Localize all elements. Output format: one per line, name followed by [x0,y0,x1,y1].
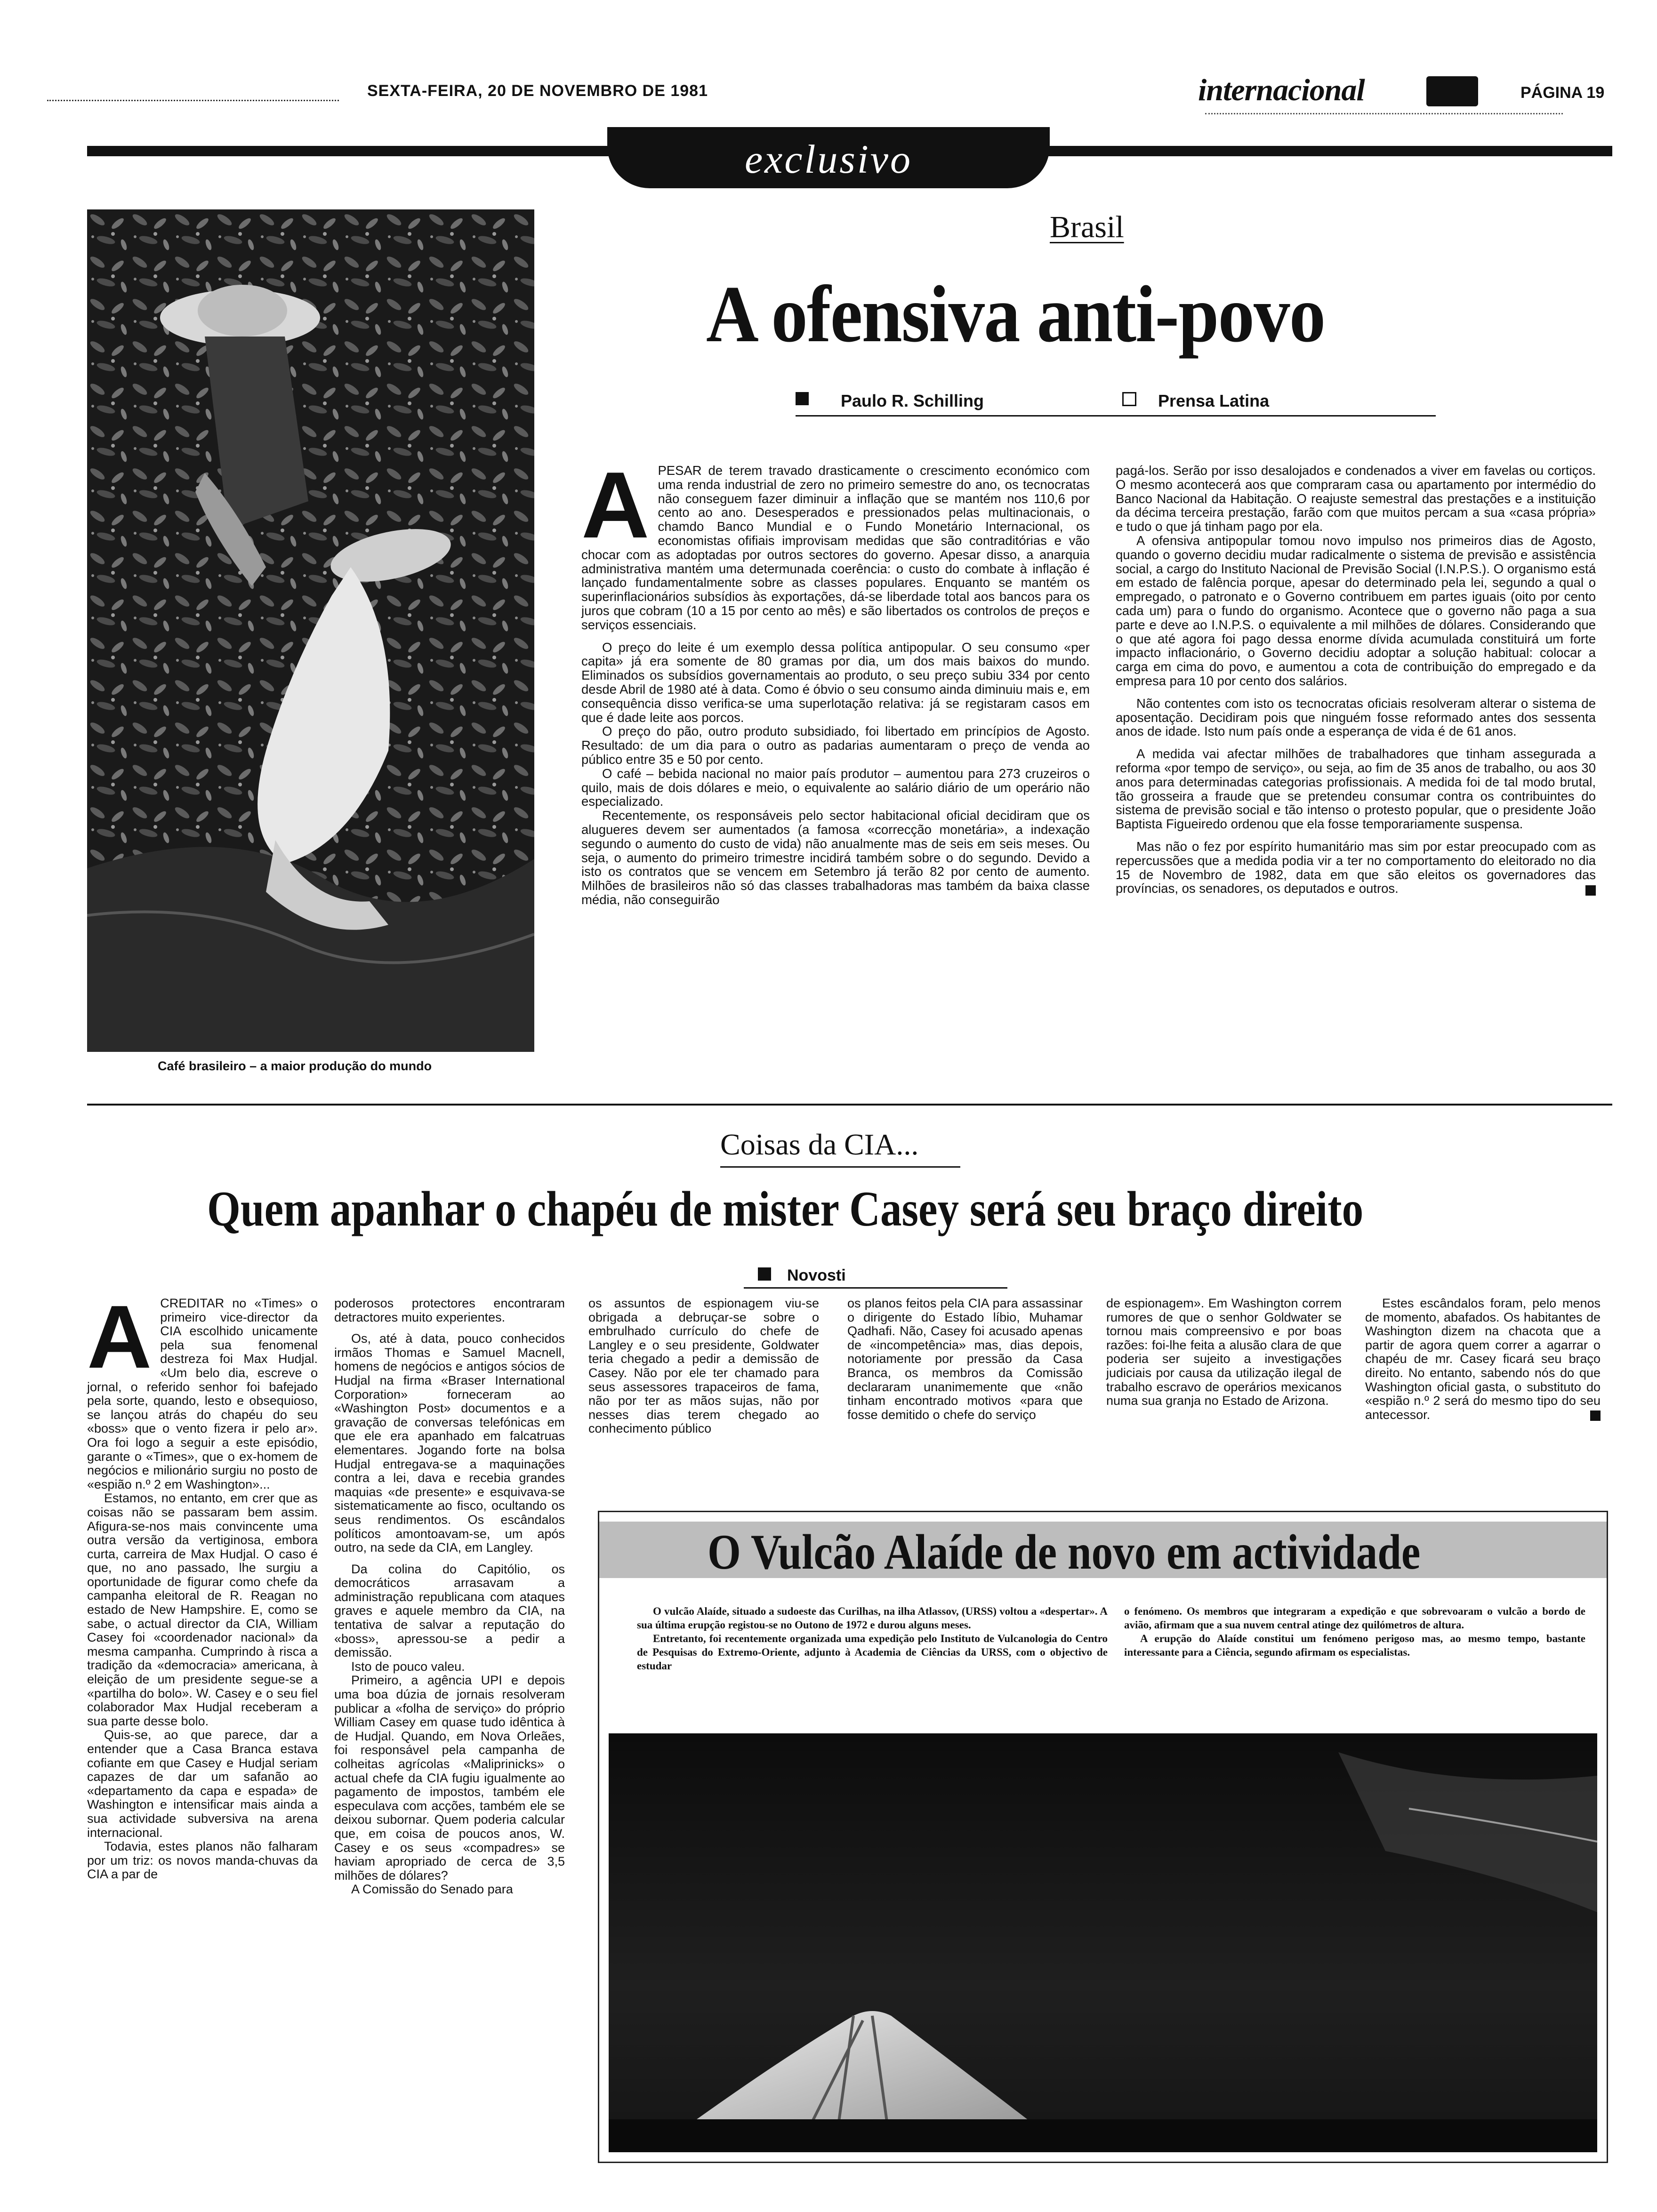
paragraph: PESAR de terem travado drasticamente o crescimento económico com uma renda industrial de zero no primeiro semestre do ano, os tecnocratas não conseguem fazer diminuir a inflação que se mantém nos 110,6 por cento ao ano. Desesperados e pressionados pelas multinacionais, o chamdo Banco Mundial e o Fundo Monetário Internacional, os economistas ofifiais improvisam medidas que são contraditórias e vão chocar com as adoptadas por outros sectores do governo. Apesar disso, a anarquia administrativa mantém uma determunada coerência: o custo do combate à inflação é lançado fundamentalmente sobre as classes populares. Enquanto se mantém os superinflacionários subsídios às exportações, dá-se liberdade total aos bancos para os juros que cobram (10 a 15 por cento ao mês) e são libertados os controlos de preços e serviços essenciais. [581,463,1090,632]
page-number: PÁGINA 19 [1520,84,1605,102]
article2-title: Quem apanhar o chapéu de mister Casey será seu braço direito [207,1181,1364,1236]
byline-agency: Novosti [787,1266,846,1284]
paragraph: o fenómeno. Os membros que integraram a expedição e que sobrevoaram o vulcão a bordo de avião, afirmam que a sua nuvem central atinge dez quilómetros de altura. [1124,1605,1585,1631]
article1-byline [796,388,1436,417]
article2-col3 [588,1297,819,1436]
byline-filled-square [758,1267,771,1281]
paragraph: Mas não o fez por espírito humanitário mas sim por estar preocupado com as repercussões que a medida podia vir a ter no comportamento do eleitorado no dia 15 de Novembro de 1982, data em que são eleitos os governadores das províncias, os senadores, os deputados e outros. [1116,839,1596,896]
section-divider [87,1104,1612,1106]
byline-empty-square [1122,392,1136,406]
paragraph: O vulcão Alaíde, situado a sudoeste das Curilhas, na ilha Atlassov, (URSS) voltou a «despertar». A sua última erupção registou-se no Outono de 1972 e durou alguns meses. [637,1605,1108,1631]
section-badge [1426,76,1478,106]
paragraph: A erupção do Alaíde constitui um fenómeno perigoso mas, ao mesmo tempo, bastante interessante para a Ciência, segundo afirmam os especialistas. [1124,1633,1585,1658]
article1-col2 [1116,464,1596,896]
paragraph: de espionagem». Em Washington correm rumores de que o senhor Goldwater se tornou mais compreensivo e por boas razões: foi-lhe feita a alusão clara de que poderia ser sujeito a investigações judiciais por causa da utilização ilegal de trabalho escravo de operários mexicanos numa sua granja no Estado de Arizona. [1106,1296,1342,1408]
byline-rule [796,415,1436,417]
section-name: internacional [1198,73,1365,107]
coffee-photo [87,209,534,1052]
header-dotted-line [47,100,339,101]
paragraph: Entretanto, foi recentemente organizada uma expedição pelo Instituto de Vulcanologia do Centro de Pesquisas do Extremo-Oriente, adjunto à Academia de Ciências da URSS, com o objectivo de estudar [637,1633,1108,1672]
volcano-col1 [637,1604,1108,1673]
page-header [0,73,1657,107]
paragraph: O café – bebida nacional no maior país produtor – aumentou para 273 cruzeiros o quilo, mais de dois dólares e meio, o equivalente ao salário diário de um operário não especializado. [581,766,1090,809]
header-dotted-line-right [1205,113,1563,114]
volcano-photo [609,1733,1597,2152]
byline-rule [744,1287,1007,1289]
article1-col1 [581,453,1090,907]
paragraph: os planos feitos pela CIA para assassinar o dirigente do Estado líbio, Muhamar Qadhafi. Não, Casey foi acusado apenas de «incompetência» mas, dias depois, notoriamente por pressão da Casa Branca, os membros da Comissão declararam unanimemente que «não tinham encontrado motivos «para que fosse demitido o chefe do serviço [847,1296,1083,1422]
article1-title: A ofensiva anti-povo [706,270,1325,359]
volcano-title: O Vulcão Alaíde de novo em actividade [708,1524,1421,1579]
byline-agency: Prensa Latina [1158,391,1270,410]
photo-caption: Café brasileiro – a maior produção do mundo [158,1059,432,1073]
article2-col4 [847,1297,1083,1422]
header-date: SEXTA-FEIRA, 20 DE NOVEMBRO DE 1981 [367,82,708,100]
kicker-underline [720,1166,960,1168]
paragraph: A ofensiva antipopular tomou novo impulso nos primeiros dias de Agosto, quando o governo decidiu mudar radicalmente o sistema de previsão e assistência social, a cargo do Instituto Nacional de Previsão Social (I.N.P.S.). O organismo está em estado de falência porque, apesar do determinado pela lei, segundo a qual o empregado, o patronato e o Governo contribuem em partes iguais (oito por cento cada um) para o fundo do organismo. Acontece que o governo não paga a sua parte e deve ao I.N.P.S. o equivalente a mil milhões de dólares. Considerando que o que até agora foi pago dessa enorme dívida acumulada constituirá um forte impacto inflacionário, o Governo decidiu adoptar a solução habitual: colocar a carga em cima do povo, e aumentou a cota de contribuição do empregado e da empresa para 10 por cento dos salários. [1116,533,1596,688]
article2-dropcap: A [87,1287,152,1387]
exclusivo-label: exclusivo [745,136,912,182]
article2-col6 [1365,1297,1601,1422]
article2-col5 [1106,1297,1342,1408]
paragraph: O preço do pão, outro produto subsidiado, foi libertado em princípios de Agosto. Resultado: de um dia para o outro as padarias aumentaram o preço de venda ao público entre 35 e 50 por cento. [581,724,1090,767]
paragraph: CREDITAR no «Times» o primeiro vice-director da CIA escolhido unicamente pela sua fenomenal destreza foi Max Hudjal. «Um belo dia, escreve o jornal, o referido senhor foi bafejado pela sorte, quando, lesto e obsequioso, se lançou atrás do chapéu do seu «boss» que o vento fizera ir pelo ar». Ora foi logo a seguir a este episódio, garante o «Times», que o ex-homem de negócios e milionário surgiu no posto de «espião n.º 2 em Washington»... [87,1296,318,1491]
paragraph: Não contentes com isto os tecnocratas oficiais resolveram alterar o sistema de aposentação. Decidiram pois que ninguém fosse reformado antes dos sessenta anos de idade. Isto num país onde a esperança de vida é de 61 anos. [1116,696,1596,739]
byline-author: Paulo R. Schilling [841,391,984,410]
volcano-col2 [1124,1604,1585,1659]
coffee-harvest-image [87,209,534,1052]
paragraph: Estes escândalos foram, pelo menos de momento, abafados. Os habitantes de Washington dizem na chacota que a partir de agora quem correr a agarrar o chapéu de mr. Casey ficará seu braço direito. No entanto, sabendo nós do que Washington oficial gasta, o substituto do «espião n.º 2 será do mesmo tipo do seu antecessor. [1365,1296,1601,1422]
paragraph: Primeiro, a agência UPI e depois uma boa dúzia de jornais resolveram publicar a «folha de serviço» do próprio William Casey em quase tudo idêntica à de Hudjal. Quando, em Nova Orleães, foi responsável pela campanha de colheitas agrícolas «Maliprinicks» o actual chefe da CIA fugiu igualmente ao pagamento de impostos, também ele especulava com acções, também ele se deixou subornar. Quem poderia calcular que, em coisa de poucos anos, W. Casey e os seus «compadres» se haviam apropriado de cerca de 3,5 milhões de dólares? [334,1673,565,1883]
article2-byline [744,1264,1007,1288]
paragraph: Quis-se, ao que parece, dar a entender que a Casa Branca estava cofiante em que Casey e Hudjal seriam capazes de dar um safanão ao «departamento da capa e espada» de Washington e intensificar mais ainda a sua actividade subversiva na arena internacional. [87,1728,318,1840]
article1-dropcap: A [581,453,650,558]
paragraph: Estamos, no entanto, em crer que as coisas não se passaram bem assim. Afigura-se-nos mais convincente uma outra versão da vertiginosa, embora curta, carreira de Max Hudjal. O caso é que, no ano passado, lhe surgiu a oportunidade de figurar como chefe da campanha eleitoral de R. Reagan no estado de New Hampshire. E, como se sabe, o actual director da CIA, William Casey foi «coordenador nacional» da mesma campanha. Cumprindo à risca a tradição da «democracia» americana, à eleição de um presidente segue-se a «partilha do bolo». W. Casey e o seu fiel colaborador Max Hudjal receberam a sua parte desse bolo. [87,1491,318,1728]
paragraph: Os, até à data, pouco conhecidos irmãos Thomas e Samuel Macnell, homens de negócios e antigos sócios de Hudjal na firma «Braser International Corporation» forneceram ao «Washington Post» documentos e a gravação de conversas telefónicas em que ele era apanhado em falcatruas elementares. Jogando forte na bolsa Hudjal entregava-se a maquinações contra a lei, dava e recebia grandes maquias «de presente» e esquivava-se sistematicamente ao fisco, ocultando os seus rendimentos. Os escândalos políticos amontoavam-se, um após outro, na sede da CIA, em Langley. [334,1331,565,1555]
paragraph: pagá-los. Serão por isso desalojados e condenados a viver em favelas ou cortiços. O mesmo acontecerá aos que compraram casa ou apartamento por intermédio do Banco Nacional da Habitação. O reajuste semestral das prestações e a instituição da décima terceira prestação, farão com que muitos percam a sua «casa própria» e tudo o que já tinham pago por ela. [1116,463,1596,534]
article2-col1 [87,1287,318,1882]
byline-filled-square [796,392,809,405]
paragraph: Da colina do Capitólio, os democráticos arrasavam a administração republicana com ataques graves e aquele membro da CIA, na tentativa de salvar a reputação do «boss», apressou-se a pedir a demissão. [334,1562,565,1660]
paragraph: os assuntos de espionagem viu-se obrigada a debruçar-se sobre o embrulhado currículo do chefe de Langley e o seu presidente, Goldwater teria chegado a pedir a demissão de Casey. Não por ele ter chamado para seus assessores trapaceiros de fama, não por ter as mãos sujas, não por nesses dias terem chegado ao conhecimento público [588,1296,819,1436]
paragraph: O preço do leite é um exemplo dessa política antipopular. O seu consumo «per capita» já era somente de 80 gramas por dia, um dos mais baixos do mundo. Eliminados os subsídios governamentais ao produto, o seu preço subiu 334 por cento desde Abril de 1980 até à data. Como é óbvio o seu consumo ainda diminuiu mais e, em consequência disso verifica-se uma superlotação relativa: já se registaram casos em que é dade leite aos porcos. [581,640,1090,725]
exclusivo-tab [607,127,1050,188]
volcano-box [598,1511,1608,2163]
volcano-image [609,1733,1597,2152]
end-mark-icon [1590,1411,1601,1421]
article2-kicker: Coisas da CIA... [720,1128,919,1161]
end-mark-icon [1585,885,1596,896]
paragraph: poderosos protectores encontraram detractores muito experientes. [334,1296,565,1324]
article2-col2 [334,1297,565,1897]
paragraph: Todavia, estes planos não falharam por um triz: os novos manda-chuvas da CIA a par de [87,1839,318,1882]
paragraph: A medida vai afectar milhões de trabalhadores que tinham assegurada a reforma «por tempo de serviço», ou seja, ao fim de 35 anos de trabalho, ou aos 30 anos para determinadas categorias profissionais. A medida foi de tal modo brutal, tão grosseira a fraude que se pretendeu consumar contra os contribuintes do sistema de previsão social e tão intenso o protesto popular, que o presidente João Baptista Figueiredo ordenou que ela fosse temporariamente suspensa. [1116,746,1596,832]
paragraph: A Comissão do Senado para [351,1882,513,1897]
paragraph: Isto de pouco valeu. [351,1659,465,1674]
article1-kicker: Brasil [1050,210,1124,244]
paragraph: Recentemente, os responsáveis pelo sector habitacional oficial decidiram que os alugueres devem ser aumentados (a famosa «correcção monetária», a indexação segundo o aumento do custo de vida) não anualmente mas de seis em seis meses. Ou seja, o aumento do primeiro trimestre incidirá também sobre o do segundo. Devido a isto os contratos que se vencem em Setembro já terão 82 por cento de aumento. Milhões de brasileiros não só das classes trabalhadoras mas também da baixa classe média, não conseguirão [581,808,1090,907]
